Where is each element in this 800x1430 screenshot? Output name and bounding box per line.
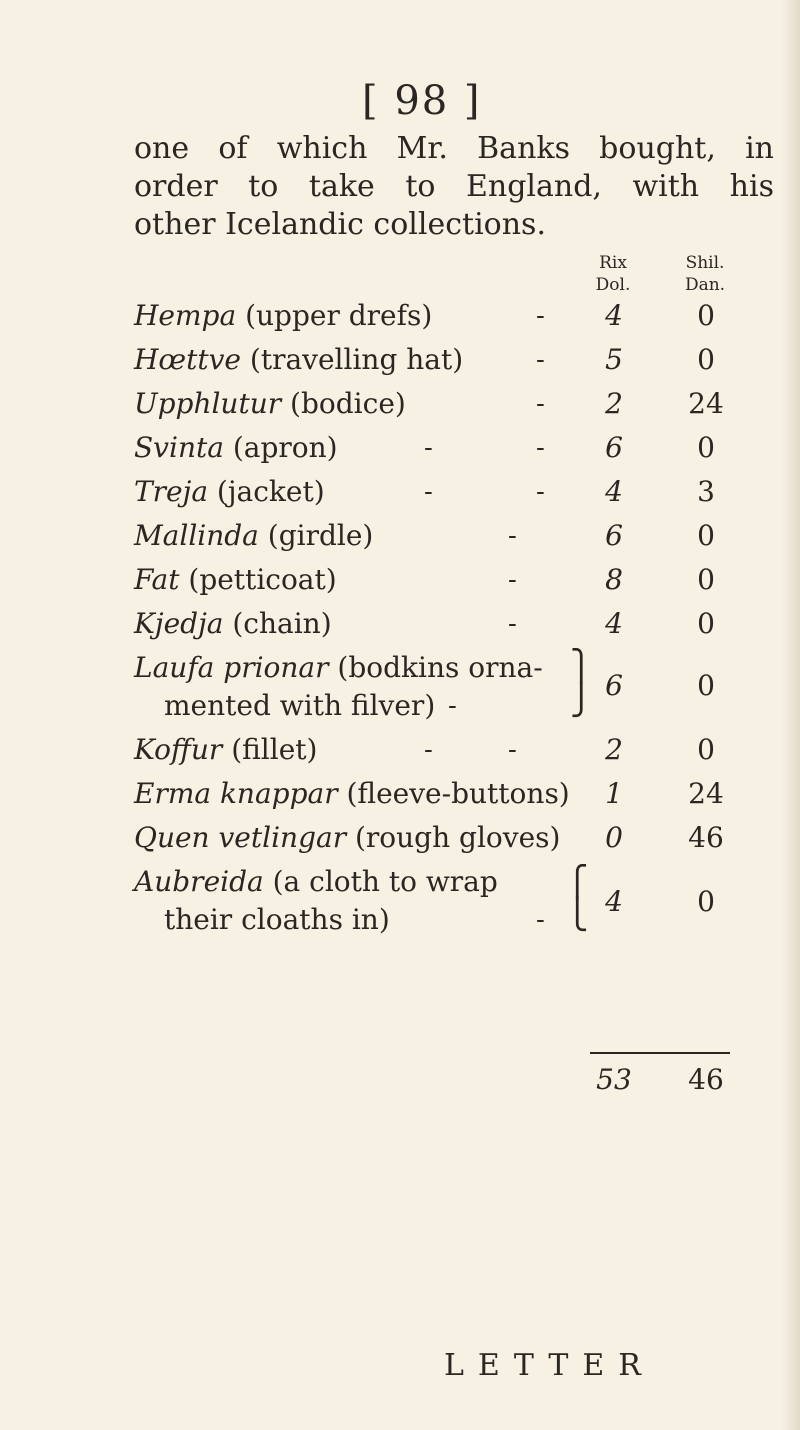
item-name: Hempa [134, 299, 237, 332]
item-rix-value: 2 [605, 733, 623, 766]
list-item [134, 730, 317, 770]
leader-dash: - [536, 477, 545, 507]
brace-bottom: ⎩ [566, 897, 589, 932]
intro-line-1: one of which Mr. Banks bought, in [134, 131, 774, 166]
item-shil-value: 0 [697, 519, 715, 552]
item-rix-value: 4 [605, 299, 623, 332]
item-gloss: (bodice) [290, 387, 406, 420]
intro-line-2: order to take to England, with his [134, 169, 774, 204]
item-shil-value: 0 [697, 343, 715, 376]
item-rix-value: 6 [605, 519, 623, 552]
leader-dash: - [536, 345, 545, 375]
item-name: Koffur [134, 733, 223, 766]
list-item [134, 648, 543, 688]
list-item [134, 560, 337, 600]
item-shil-value: 24 [688, 777, 724, 810]
leader-dash: - [424, 735, 433, 765]
leader-dash: - [424, 477, 433, 507]
brace-bottom: ⎭ [570, 683, 593, 718]
list-item [134, 428, 338, 468]
item-shil-value: 0 [697, 607, 715, 640]
list-item-continuation [164, 686, 435, 726]
brace-top: ⎧ [566, 865, 589, 900]
item-name: Hœttve [134, 343, 241, 376]
leader-dash: - [448, 691, 457, 721]
item-rix-value: 6 [605, 431, 623, 464]
brace-top: ⎫ [570, 649, 593, 684]
list-item [134, 774, 570, 814]
item-rix-value: 4 [605, 607, 623, 640]
leader-dash: - [536, 433, 545, 463]
leader-dash: - [536, 301, 545, 331]
shil-header-bottom: Dan. [684, 275, 726, 295]
item-gloss: (jacket) [216, 475, 325, 508]
leader-dash: - [508, 565, 517, 595]
item-rix-value: 4 [605, 885, 623, 918]
item-shil-value: 24 [688, 387, 724, 420]
list-item [134, 384, 406, 424]
item-gloss: (apron) [232, 431, 338, 464]
list-item [134, 862, 498, 902]
leader-dash: - [536, 389, 545, 419]
rix-header-bottom: Dol. [595, 275, 631, 295]
list-item-continuation [164, 900, 390, 940]
item-gloss: (upper drefs) [245, 299, 433, 332]
item-name: Quen vetlingar [134, 821, 347, 854]
item-gloss: (fleeve-buttons) [346, 777, 570, 810]
item-gloss-continued: mented with filver) [164, 689, 436, 722]
item-shil-value: 0 [697, 885, 715, 918]
item-shil-value: 46 [688, 821, 724, 854]
column-header-danish-shillings [670, 252, 740, 296]
item-gloss: (fillet) [231, 733, 318, 766]
item-rix-value: 5 [605, 343, 623, 376]
item-name: Treja [134, 475, 209, 508]
item-gloss: (petticoat) [188, 563, 337, 596]
list-item [134, 296, 432, 336]
rix-header-top: Rix [599, 253, 627, 273]
item-rix-value: 1 [605, 777, 623, 810]
item-rix-value: 0 [605, 821, 623, 854]
item-rix-value: 4 [605, 475, 623, 508]
page-edge-shadow [782, 0, 800, 1430]
column-header-rix-dollars [578, 252, 648, 296]
catchword: LETTER [444, 1348, 655, 1383]
item-shil-value: 3 [697, 475, 715, 508]
item-gloss: (rough gloves) [354, 821, 561, 854]
item-gloss-continued: their cloaths in) [164, 903, 390, 936]
item-shil-value: 0 [697, 299, 715, 332]
item-name: Mallinda [134, 519, 259, 552]
leader-dash: - [508, 609, 517, 639]
list-item [134, 340, 463, 380]
leader-dash: - [508, 521, 517, 551]
item-gloss: (girdle) [267, 519, 374, 552]
item-name: Erma knappar [134, 777, 338, 810]
total-shil-value: 46 [688, 1063, 724, 1096]
item-gloss: (bodkins orna- [337, 651, 543, 684]
list-item [134, 472, 325, 512]
leader-dash: - [536, 905, 545, 935]
item-rix-value: 2 [605, 387, 623, 420]
item-name: Svinta [134, 431, 224, 464]
total-rix-value: 53 [596, 1063, 632, 1096]
item-name: Aubreida [134, 865, 264, 898]
item-shil-value: 0 [697, 733, 715, 766]
list-item [134, 516, 373, 556]
sum-rule [590, 1052, 730, 1054]
page-number: [ 98 ] [362, 78, 482, 124]
intro-line-3: other Icelandic collections. [134, 207, 546, 242]
intro-paragraph [134, 130, 774, 244]
shil-header-top: Shil. [685, 253, 725, 273]
leader-dash: - [424, 433, 433, 463]
item-gloss: (travelling hat) [249, 343, 464, 376]
item-gloss: (chain) [232, 607, 332, 640]
leader-dash: - [508, 735, 517, 765]
item-shil-value: 0 [697, 669, 715, 702]
item-name: Upphlutur [134, 387, 282, 420]
list-item [134, 604, 332, 644]
item-shil-value: 0 [697, 563, 715, 596]
item-gloss: (a cloth to wrap [272, 865, 498, 898]
item-rix-value: 8 [605, 563, 623, 596]
item-rix-value: 6 [605, 669, 623, 702]
item-name: Kjedja [134, 607, 224, 640]
item-name: Laufa prionar [134, 651, 329, 684]
item-name: Fat [134, 563, 180, 596]
list-item [134, 818, 560, 858]
item-shil-value: 0 [697, 431, 715, 464]
